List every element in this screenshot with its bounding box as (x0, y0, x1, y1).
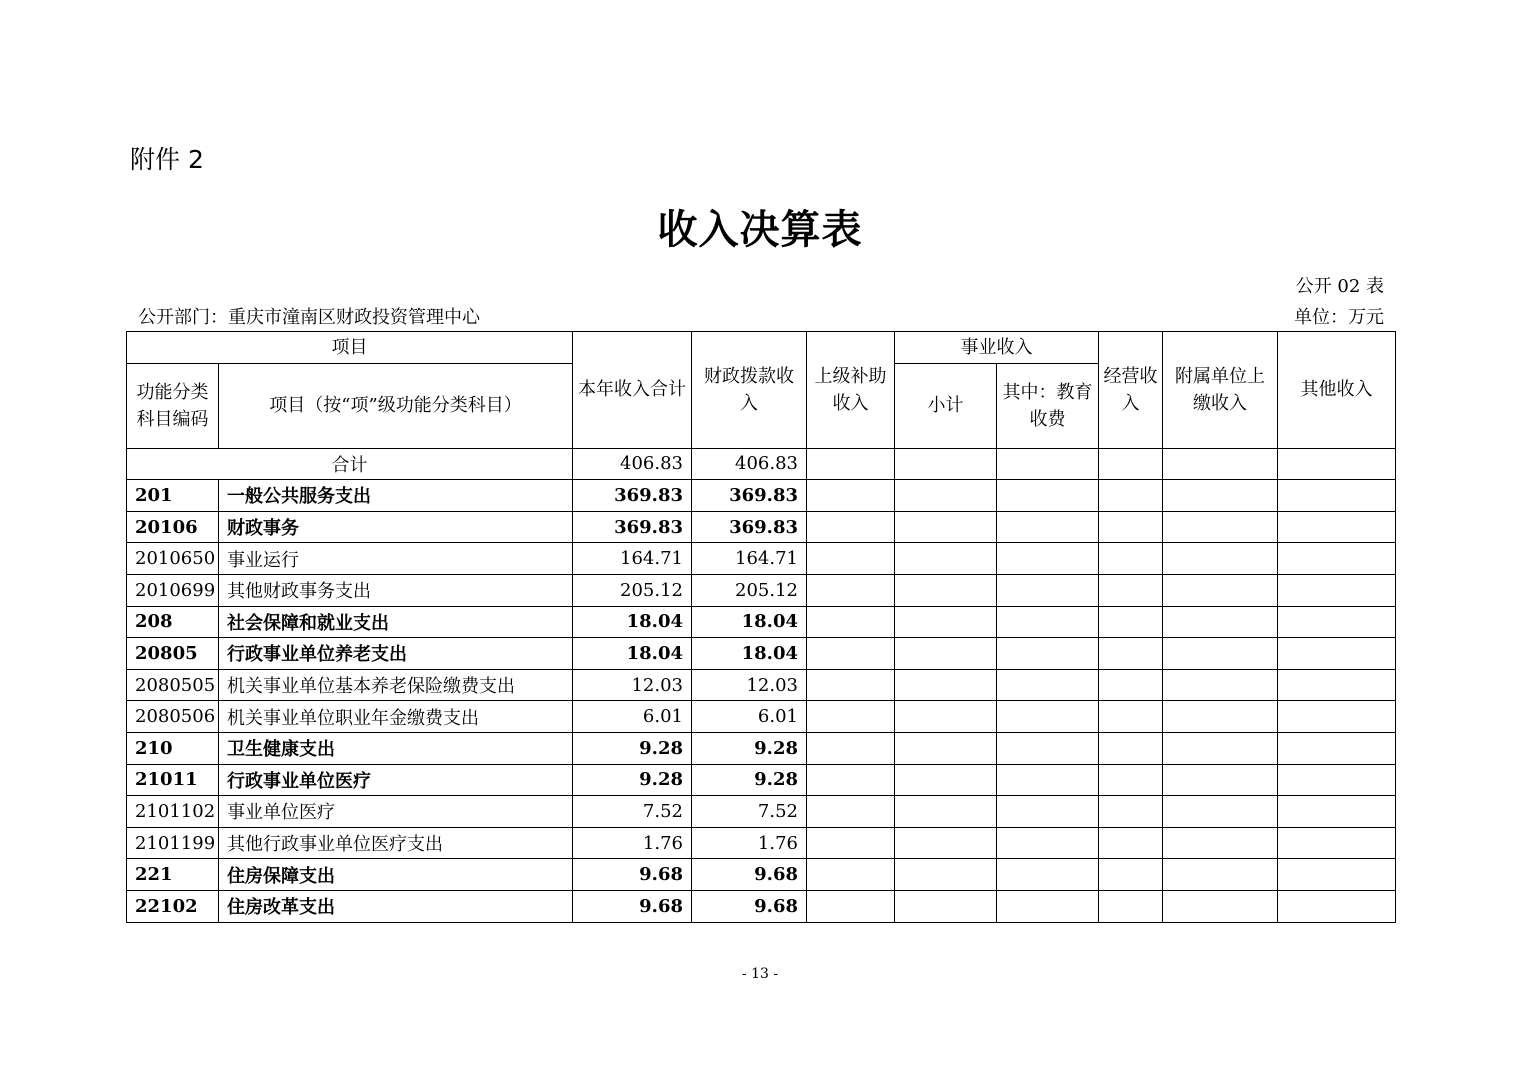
table-body (127, 448, 1396, 922)
cell-empty (895, 890, 997, 922)
table-row (127, 543, 1396, 575)
cell-empty (1278, 890, 1396, 922)
cell-empty (895, 796, 997, 828)
cell-empty (1278, 511, 1396, 543)
row-total: 7.52 (573, 796, 692, 828)
row-name: 住房改革支出 (219, 890, 573, 922)
cell-empty (997, 448, 1099, 480)
total-row (127, 448, 1396, 480)
row-name: 事业运行 (219, 543, 573, 575)
row-fiscal: 205.12 (692, 574, 807, 606)
cell-empty (1099, 890, 1163, 922)
cell-empty (1278, 859, 1396, 891)
cell-empty (1163, 606, 1278, 638)
cell-empty (895, 764, 997, 796)
row-fiscal: 6.01 (692, 701, 807, 733)
cell-empty (807, 701, 895, 733)
cell-empty (807, 638, 895, 670)
row-name: 事业单位医疗 (219, 796, 573, 828)
cell-empty (1278, 701, 1396, 733)
cell-empty (1099, 732, 1163, 764)
cell-empty (807, 859, 895, 891)
row-total: 369.83 (573, 480, 692, 512)
cell-empty (895, 827, 997, 859)
cell-empty (1099, 606, 1163, 638)
cell-empty (997, 511, 1099, 543)
row-total: 164.71 (573, 543, 692, 575)
total-fiscal: 406.83 (692, 448, 807, 480)
cell-empty (1099, 764, 1163, 796)
cell-empty (997, 574, 1099, 606)
cell-empty (997, 827, 1099, 859)
header-business: 事业收入 (895, 332, 1099, 364)
cell-empty (997, 764, 1099, 796)
header-total: 本年收入合计 (573, 332, 692, 449)
table-row (127, 511, 1396, 543)
row-name: 卫生健康支出 (219, 732, 573, 764)
row-code: 20805 (127, 638, 219, 670)
row-fiscal: 9.68 (692, 859, 807, 891)
cell-empty (1099, 669, 1163, 701)
row-fiscal: 12.03 (692, 669, 807, 701)
cell-empty (895, 638, 997, 670)
row-total: 9.68 (573, 859, 692, 891)
row-name: 财政事务 (219, 511, 573, 543)
table-row (127, 890, 1396, 922)
row-code: 2101102 (127, 796, 219, 828)
row-name: 一般公共服务支出 (219, 480, 573, 512)
cell-empty (807, 574, 895, 606)
cell-empty (1099, 701, 1163, 733)
cell-empty (1278, 827, 1396, 859)
row-name: 机关事业单位职业年金缴费支出 (219, 701, 573, 733)
cell-empty (1278, 796, 1396, 828)
cell-empty (1163, 701, 1278, 733)
cell-empty (895, 511, 997, 543)
row-code: 22102 (127, 890, 219, 922)
cell-empty (1099, 638, 1163, 670)
cell-empty (807, 480, 895, 512)
row-total: 18.04 (573, 606, 692, 638)
row-fiscal: 369.83 (692, 511, 807, 543)
cell-empty (807, 511, 895, 543)
cell-empty (807, 543, 895, 575)
header-other: 其他收入 (1278, 332, 1396, 449)
row-total: 6.01 (573, 701, 692, 733)
table-row (127, 638, 1396, 670)
cell-empty (895, 701, 997, 733)
cell-empty (997, 796, 1099, 828)
row-total: 369.83 (573, 511, 692, 543)
row-name: 社会保障和就业支出 (219, 606, 573, 638)
row-fiscal: 9.28 (692, 732, 807, 764)
cell-empty (1163, 827, 1278, 859)
table-header (127, 332, 1396, 449)
cell-empty (807, 448, 895, 480)
header-code: 功能分类科目编码 (127, 363, 219, 448)
page-number: - 13 - (741, 966, 779, 982)
row-total: 1.76 (573, 827, 692, 859)
cell-empty (1163, 764, 1278, 796)
row-code: 2010699 (127, 574, 219, 606)
header-operating: 经营收入 (1099, 332, 1163, 449)
row-total: 9.28 (573, 764, 692, 796)
table-row (127, 732, 1396, 764)
cell-empty (997, 669, 1099, 701)
cell-empty (1163, 859, 1278, 891)
cell-empty (807, 827, 895, 859)
cell-empty (807, 796, 895, 828)
cell-empty (1099, 480, 1163, 512)
cell-empty (1099, 574, 1163, 606)
cell-empty (1099, 827, 1163, 859)
cell-empty (1278, 543, 1396, 575)
cell-empty (1099, 796, 1163, 828)
cell-empty (1278, 669, 1396, 701)
row-fiscal: 1.76 (692, 827, 807, 859)
cell-empty (1099, 448, 1163, 480)
row-total: 12.03 (573, 669, 692, 701)
cell-empty (1163, 638, 1278, 670)
header-superior: 上级补助收入 (807, 332, 895, 449)
cell-empty (895, 574, 997, 606)
total-total: 406.83 (573, 448, 692, 480)
table-row (127, 827, 1396, 859)
table-row (127, 480, 1396, 512)
cell-empty (1278, 764, 1396, 796)
cell-empty (1163, 574, 1278, 606)
cell-empty (1163, 890, 1278, 922)
cell-empty (895, 543, 997, 575)
cell-empty (1278, 574, 1396, 606)
row-fiscal: 18.04 (692, 606, 807, 638)
cell-empty (895, 732, 997, 764)
row-name: 其他财政事务支出 (219, 574, 573, 606)
row-name: 其他行政事业单位医疗支出 (219, 827, 573, 859)
cell-empty (997, 890, 1099, 922)
table-row (127, 701, 1396, 733)
cell-empty (807, 890, 895, 922)
header-affiliated: 附属单位上缴收入 (1163, 332, 1278, 449)
cell-empty (895, 606, 997, 638)
cell-empty (1163, 480, 1278, 512)
cell-empty (807, 764, 895, 796)
table-row (127, 574, 1396, 606)
cell-empty (1099, 859, 1163, 891)
cell-empty (1099, 511, 1163, 543)
cell-empty (1163, 448, 1278, 480)
cell-empty (895, 480, 997, 512)
row-total: 9.28 (573, 732, 692, 764)
row-code: 2101199 (127, 827, 219, 859)
header-fiscal: 财政拨款收入 (692, 332, 807, 449)
page-title: 收入决算表 (657, 206, 863, 253)
cell-empty (997, 701, 1099, 733)
attachment-label: 附件 2 (130, 145, 204, 174)
cell-empty (997, 480, 1099, 512)
cell-empty (807, 669, 895, 701)
cell-empty (895, 448, 997, 480)
cell-empty (1163, 796, 1278, 828)
cell-empty (997, 543, 1099, 575)
cell-empty (997, 859, 1099, 891)
cell-empty (997, 638, 1099, 670)
cell-empty (1163, 511, 1278, 543)
row-code: 2080505 (127, 669, 219, 701)
header-project: 项目 (127, 332, 573, 364)
row-fiscal: 9.28 (692, 764, 807, 796)
row-fiscal: 369.83 (692, 480, 807, 512)
cell-empty (997, 606, 1099, 638)
row-code: 21011 (127, 764, 219, 796)
row-code: 20106 (127, 511, 219, 543)
cell-empty (1099, 543, 1163, 575)
header-name: 项目（按“项”级功能分类科目） (219, 363, 573, 448)
table-row (127, 796, 1396, 828)
table-row (127, 669, 1396, 701)
row-code: 2010650 (127, 543, 219, 575)
cell-empty (807, 606, 895, 638)
department-label: 公开部门：重庆市潼南区财政投资管理中心 (138, 307, 480, 328)
cell-empty (1163, 732, 1278, 764)
row-code: 221 (127, 859, 219, 891)
row-code: 210 (127, 732, 219, 764)
cell-empty (1278, 480, 1396, 512)
row-fiscal: 18.04 (692, 638, 807, 670)
row-total: 9.68 (573, 890, 692, 922)
table-row (127, 764, 1396, 796)
row-code: 208 (127, 606, 219, 638)
table-row (127, 606, 1396, 638)
table-row (127, 859, 1396, 891)
cell-empty (1278, 448, 1396, 480)
form-number: 公开 02 表 (1295, 276, 1384, 297)
cell-empty (895, 669, 997, 701)
cell-empty (1278, 732, 1396, 764)
cell-empty (1278, 638, 1396, 670)
income-table (126, 331, 1396, 923)
row-code: 2080506 (127, 701, 219, 733)
row-name: 住房保障支出 (219, 859, 573, 891)
row-name: 机关事业单位基本养老保险缴费支出 (219, 669, 573, 701)
header-subtotal: 小计 (895, 363, 997, 448)
row-name: 行政事业单位医疗 (219, 764, 573, 796)
cell-empty (1278, 606, 1396, 638)
row-name: 行政事业单位养老支出 (219, 638, 573, 670)
cell-empty (807, 732, 895, 764)
row-total: 18.04 (573, 638, 692, 670)
cell-empty (997, 732, 1099, 764)
row-fiscal: 9.68 (692, 890, 807, 922)
cell-empty (1163, 543, 1278, 575)
total-label: 合计 (127, 448, 573, 480)
unit-label: 单位：万元 (1294, 307, 1384, 328)
row-fiscal: 164.71 (692, 543, 807, 575)
cell-empty (895, 859, 997, 891)
row-total: 205.12 (573, 574, 692, 606)
header-edu: 其中：教育收费 (997, 363, 1099, 448)
cell-empty (1163, 669, 1278, 701)
row-code: 201 (127, 480, 219, 512)
row-fiscal: 7.52 (692, 796, 807, 828)
